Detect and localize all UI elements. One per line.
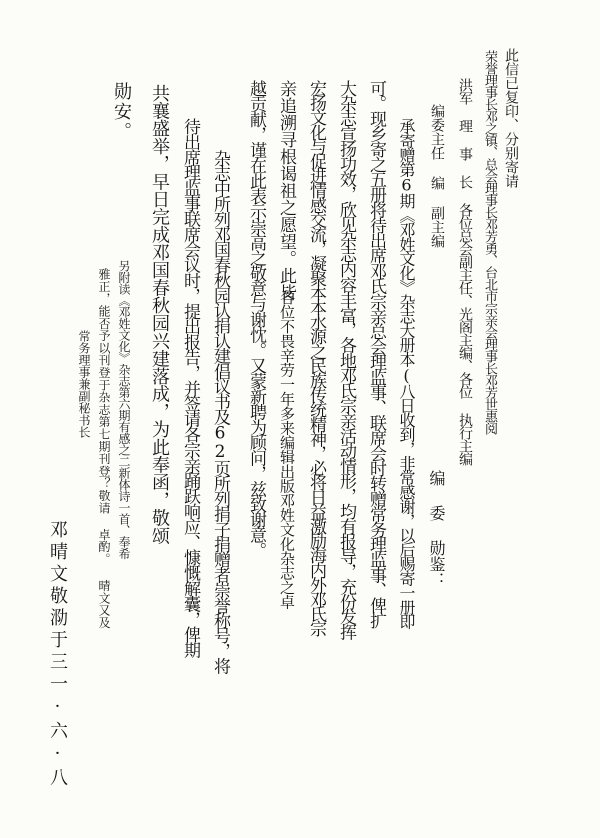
letter-line-4: 编委主任 编 副主编 (429, 104, 445, 248)
letter-line-2: 荣誉理事长邓之镇、总会理事长邓芳勇、台北市宗亲会理事长邓芳世惠阅 (482, 50, 497, 434)
signature-title: 常务理事兼副秘书长 (77, 330, 91, 438)
letter-line-3: 洪军 理 事 长 各位总会副主任、光阁主编、各位 执行主编 (457, 78, 473, 465)
signature-name-date: 邓晴文敬泐于三一·六·八 (47, 520, 68, 790)
postscript-line-1: 另附读《邓姓文化》杂志第六期有感之二新体诗一首、奉希 (117, 260, 131, 559)
letter-line-15: 共襄盛举，早日完成邓国春秋园兴建落成，为此奉函，敬颂 (149, 84, 170, 545)
letter-line-11: 各位不畏辛劳一年多来编辑出版邓姓文化杂志之卓 (278, 290, 296, 609)
letter-line-6: 承寄赠第6期《邓姓文化》杂志大册本(八日收到，非常感谢，以后赐寄一册即 (397, 118, 416, 629)
letter-line-13: 杂志中所列邓国春秋园认捐认建倡议书及62页所列捐子捐赠者崇誉称号，将 (210, 150, 230, 673)
letter-line-12: 越贡献，谨在此表示崇高之敬意与谢忱。又蒙新聘为顾问，兹致谢意。 (246, 80, 266, 558)
letter-line-16: 勋安。 (111, 82, 132, 142)
letter-line-5: 编 委 勋鉴： (427, 470, 446, 588)
letter-line-14: 待出席理监事联席会议时，提出报告，并签请各宗亲踊跃响应、慷慨解囊，俾期 (180, 118, 200, 658)
letter-line-7: 可。现乡寄之五册将待出席邓氏宗亲总会理监事、联席会时转赠常务理监事、俾扩 (366, 80, 386, 628)
letter-line-9: 宏扬文化与促进情感交流，凝聚本本水源之民族传统精神，必将日益激励海内外邓氏宗 (306, 80, 326, 635)
postscript-line-2: 雅正，能否予以刊登于杂志第七期刊登？敬请 卓酌。 晴文又及 (97, 268, 111, 629)
letter-line-10: 亲追溯寻根谒祖之愿望。此皆 (276, 80, 296, 301)
letter-line-8: 大杂志宣扬功效，欣见杂志内容丰富，各地邓氏宗亲活动情形，均有报导，充份发挥 (336, 80, 356, 639)
letter-line-1: 此信已复印、分别寄请 (503, 48, 519, 188)
